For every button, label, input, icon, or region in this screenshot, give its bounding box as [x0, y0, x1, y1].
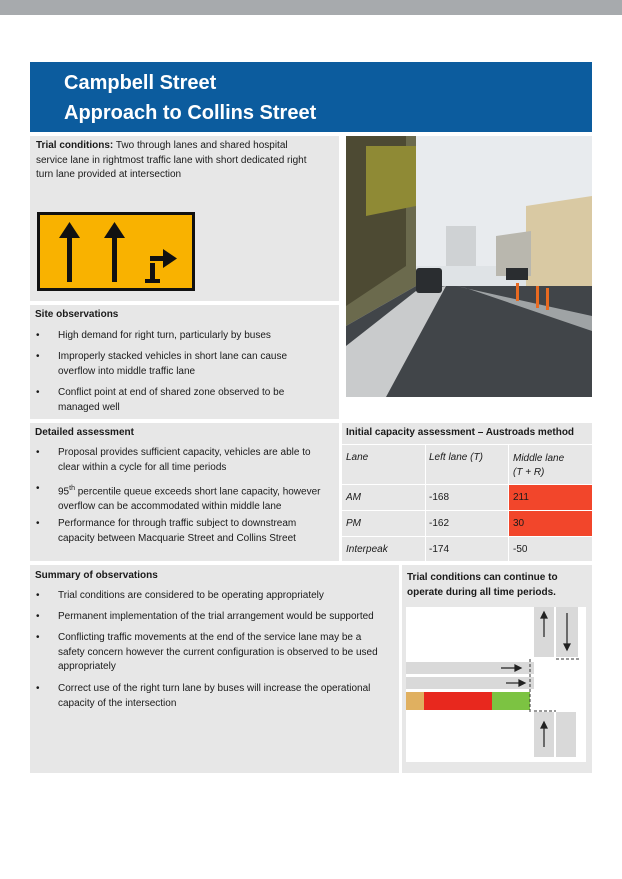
detailed-assessment-item: • Performance for through traffic subject to downstream capacity between Macquarie Street and Collins Street [36, 518, 297, 544]
capacity-assessment-panel [342, 423, 592, 561]
site-observations-panel [30, 305, 339, 419]
street-photo [346, 136, 592, 397]
site-observation-item: • Conflict point at end of shared zone observed to be managed well [36, 387, 285, 413]
summary-item: • Trial conditions are considered to be operating appropriately [36, 590, 324, 601]
summary-item: • Conflicting traffic movements at the end of the service lane may be a safety concern however the current configuration is observed to be used appropriately [36, 632, 378, 672]
lane-sign-graphic [37, 212, 195, 291]
table-header-left-lane: Left lane (T) [429, 452, 483, 463]
detailed-assessment-title: Detailed assessment [35, 427, 134, 438]
summary-item: • Correct use of the right turn lane by buses will increase the operational capacity of the intersection [36, 683, 371, 709]
table-header-lane: Lane [346, 452, 369, 463]
detailed-assessment-item: • 95th percentile queue exceeds short lane capacity, however overflow can be accommodated within middle lane [36, 483, 321, 512]
summary-title: Summary of observations [35, 570, 158, 581]
table-row-label: Interpeak [346, 544, 388, 555]
conclusion-panel [402, 565, 592, 773]
summary-panel [30, 565, 399, 773]
trial-conditions-text: Trial conditions: Two through lanes and shared hospital service lane in rightmost traffic lane with short dedicated right turn lane provided at intersection [36, 140, 307, 180]
summary-item: • Permanent implementation of the trial arrangement would be supported [36, 611, 374, 622]
page-header [30, 62, 592, 132]
detailed-assessment-item: • Proposal provides sufficient capacity, vehicles are able to clear within a cycle for all time periods [36, 447, 311, 473]
table-cell: -174 [429, 544, 450, 555]
table-row-label: PM [346, 518, 361, 529]
site-observations-title: Site observations [35, 309, 119, 320]
trial-conditions-panel [30, 136, 339, 301]
conclusion-text: Trial conditions can continue to operate during all time periods. [407, 572, 558, 598]
table-cell: -50 [513, 544, 528, 555]
table-cell: 211 [513, 492, 529, 503]
table-cell: -162 [429, 518, 450, 529]
table-header-middle-lane: Middle lane (T + R) [513, 453, 565, 478]
table-cell: -168 [429, 492, 450, 503]
site-observation-item: • High demand for right turn, particularly by buses [36, 330, 271, 341]
site-observation-item: • Improperly stacked vehicles in short lane can cause overflow into middle traffic lane [36, 351, 288, 377]
top-bar [0, 0, 622, 15]
table-row-label: AM [346, 492, 361, 503]
page-title-line1: Campbell Street [64, 72, 217, 94]
detailed-assessment-panel [30, 423, 339, 561]
intersection-diagram [406, 607, 586, 762]
page-title-line2: Approach to Collins Street [64, 102, 317, 124]
table-cell: 30 [513, 518, 525, 529]
capacity-assessment-title: Initial capacity assessment – Austroads method [346, 427, 575, 438]
